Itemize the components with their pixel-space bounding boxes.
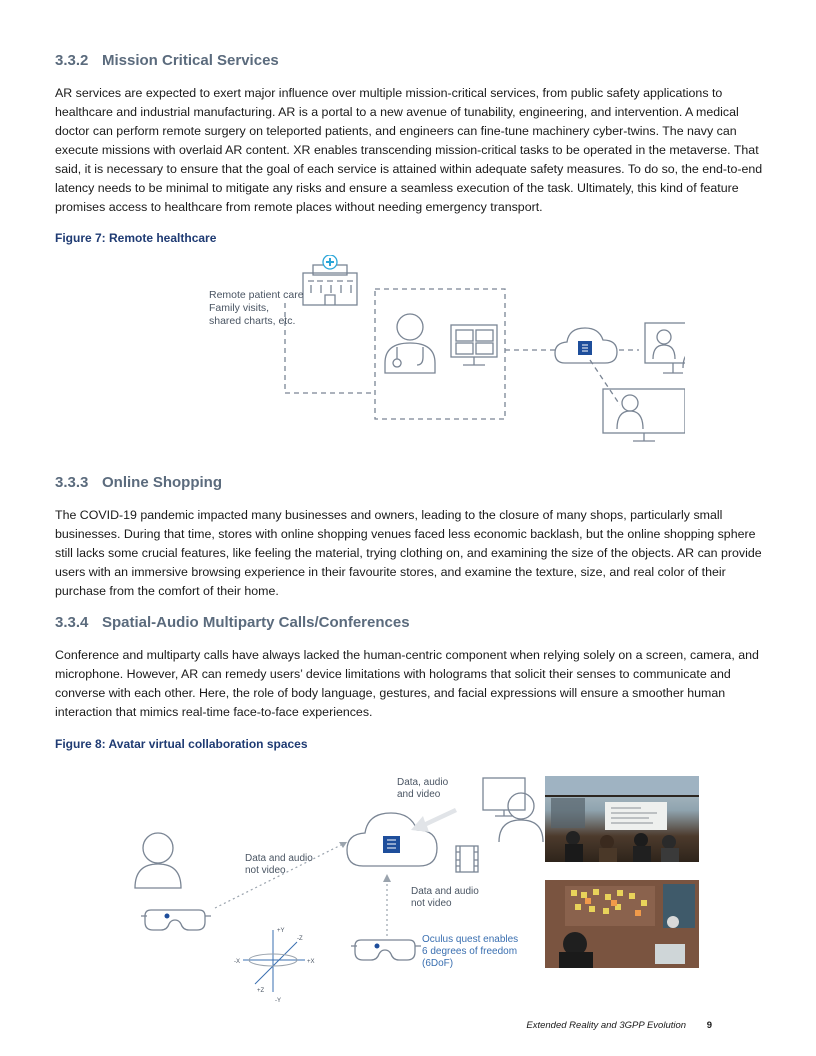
person-left-icon: [135, 833, 181, 888]
oculus-label-1: Oculus quest enables: [422, 934, 519, 945]
remote-care-label-1: Remote patient care: [209, 289, 304, 301]
section-number: 3.3.4: [55, 614, 89, 631]
left-data-audio-label-1: Data and audio: [245, 853, 313, 864]
section-heading-3-3-2: [55, 52, 279, 69]
six-dof-axes-icon: [243, 930, 305, 992]
section-number: 3.3.2: [55, 52, 89, 69]
axis-neg-z-label: -Z: [297, 936, 303, 942]
axis-neg-y-label: -Y: [275, 998, 281, 1004]
desktop-user-icon: [456, 778, 543, 872]
data-audio-video-label-2: and video: [397, 789, 441, 800]
figure-8-collaboration-diagram: [125, 770, 545, 1005]
oculus-label-3: (6DoF): [422, 958, 454, 969]
remote-care-label-2: Family visits,: [209, 302, 270, 314]
oculus-label-2: 6 degrees of freedom: [422, 946, 518, 957]
paragraph-mission-critical: AR services are expected to exert major influence over multiple mission-critical services, from public safety applications to healthcare and industrial manufacturing. AR is a portal to a new avenue of tunability, engineering, and intervention. A medical doctor can perform remote surgery on teleported patients, and engineers can fine-tune machinery cyber-twins. The navy can execute missions with overlaid AR content. XR enables transcending mission-critical tasks to be operated in the metaverse. That said, it is necessary to ensure that the goal of each service is attained within adequate safety measures. To do so, the end-to-end latency needs to be minimal to mitigate any risks and ensure a seamless execution of the task. Ultimately, this kind of feature promises access to healthcare from remote places without needing emergency transport.: [55, 86, 763, 214]
vr-headset-bottom-icon: [351, 940, 421, 960]
data-audio-video-label-1: Data, audio: [397, 777, 449, 788]
axis-pos-y-label: +Y: [277, 928, 285, 934]
section-heading-3-3-3: [55, 474, 222, 491]
left-data-audio-label-2: not video: [245, 865, 286, 876]
virtual-classroom-photo: [545, 776, 699, 862]
footer-title: Extended Reality and 3GPP Evolution: [526, 1020, 687, 1031]
mid-data-audio-label-1: Data and audio: [411, 886, 479, 897]
virtual-brainstorm-room-photo: [545, 880, 699, 968]
hospital-icon: [303, 265, 357, 305]
doctor-icon: [385, 314, 435, 373]
section-title: Online Shopping: [102, 474, 222, 491]
page-number: 9: [706, 1020, 712, 1031]
paragraph-online-shopping: The COVID-19 pandemic impacted many businesses and owners, leading to the closure of many shops, particularly small businesses. During that time, stores with online shopping venues faced less economic backlash, but the online shopping sphere still lacks some crucial features, like feeling the material, trying clothing on, and examining the size of the objects. AR can provide users with an immersive browsing experience in their favourite stores, and examine the texture, size, and real color of their purchase from the comfort of their home.: [55, 508, 762, 598]
remote-care-label-3: shared charts, etc.: [209, 315, 296, 327]
axis-pos-x-label: +X: [307, 959, 315, 965]
remote-family-monitor-icon: [645, 323, 685, 373]
vr-headset-left-icon: [141, 910, 211, 930]
section-number: 3.3.3: [55, 474, 89, 491]
data-flow-arrow-icon: [411, 808, 457, 832]
paragraph-spatial-audio: Conference and multiparty calls have always lacked the human-centric component when relying solely on a screen, camera, and microphone. However, AR can remedy users’ device limitations with holograms that solicit their senses to communicate and converse with each other. Here, the role of body language, gestures, and facial expressions will ensure a smoother human interaction that mimics real-time face-to-face experiences.: [55, 648, 759, 719]
remote-patient-monitor-icon: [603, 389, 685, 441]
axis-neg-x-label: -X: [234, 959, 240, 965]
figure-7-remote-healthcare-diagram: [145, 255, 685, 465]
page-footer: [526, 1020, 712, 1031]
section-title: Mission Critical Services: [102, 52, 279, 69]
section-title: Spatial-Audio Multiparty Calls/Conferences: [102, 614, 410, 631]
figure-8-caption: Figure 8: Avatar virtual collaboration spaces: [55, 737, 308, 751]
mid-data-audio-label-2: not video: [411, 898, 452, 909]
axis-pos-z-label: +Z: [257, 988, 265, 994]
section-heading-3-3-4: [55, 614, 410, 631]
figure-7-caption: Figure 7: Remote healthcare: [55, 231, 217, 245]
monitor-grid-icon: [451, 325, 497, 365]
